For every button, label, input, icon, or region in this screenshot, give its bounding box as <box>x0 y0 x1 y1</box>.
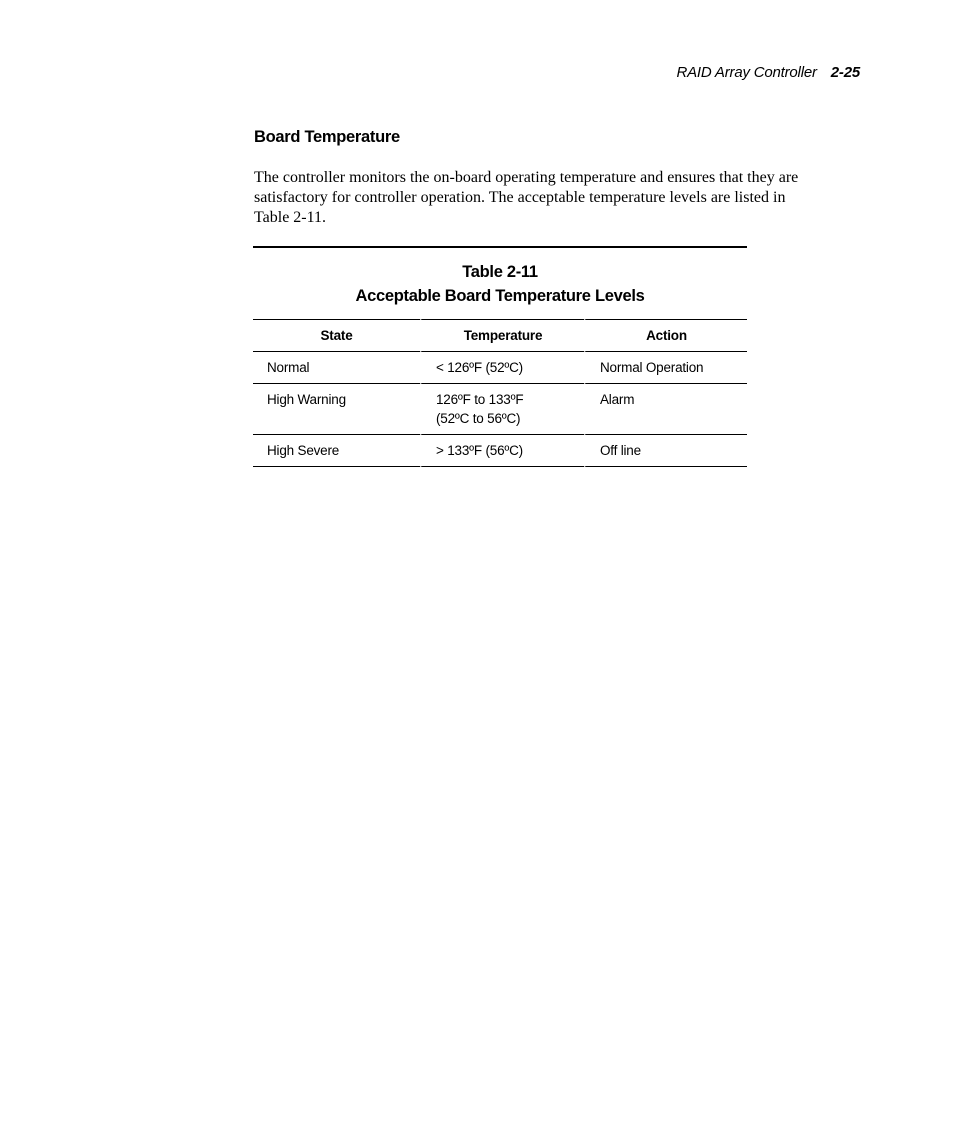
temperature-table-block <box>253 246 747 467</box>
table-title: Acceptable Board Temperature Levels <box>355 287 645 305</box>
body-paragraph: The controller monitors the on-board operating temperature and ensures that they are satisfactory for controller operation. The acceptable temperature levels are listed in Table 2-11. <box>254 169 799 226</box>
temperature-line: > 133ºF (56ºC) <box>436 443 523 458</box>
cell-state: High Warning <box>253 384 420 435</box>
page-number: 2-25 <box>830 64 860 81</box>
cell-temperature <box>420 384 584 435</box>
cell-temperature <box>420 435 584 467</box>
table-header-row <box>253 319 747 352</box>
column-header-temperature: Temperature <box>420 319 584 352</box>
section-heading: Board Temperature <box>254 128 400 146</box>
running-header <box>676 64 860 81</box>
table-number: Table 2-11 <box>462 263 538 281</box>
table-row <box>253 352 747 384</box>
column-header-state: State <box>253 319 420 352</box>
temperature-line: 126ºF to 133ºF <box>436 392 524 407</box>
cell-action: Off line <box>584 435 747 467</box>
table-row <box>253 435 747 467</box>
cell-action: Alarm <box>584 384 747 435</box>
temperature-line: (52ºC to 56ºC) <box>436 411 521 426</box>
cell-state: High Severe <box>253 435 420 467</box>
table-caption <box>253 248 747 319</box>
column-header-action: Action <box>584 319 747 352</box>
cell-action: Normal Operation <box>584 352 747 384</box>
chapter-title: RAID Array Controller <box>676 64 817 81</box>
temperature-line: < 126ºF (52ºC) <box>436 360 523 375</box>
cell-temperature <box>420 352 584 384</box>
temperature-table <box>253 319 747 467</box>
table-row <box>253 384 747 435</box>
cell-state: Normal <box>253 352 420 384</box>
